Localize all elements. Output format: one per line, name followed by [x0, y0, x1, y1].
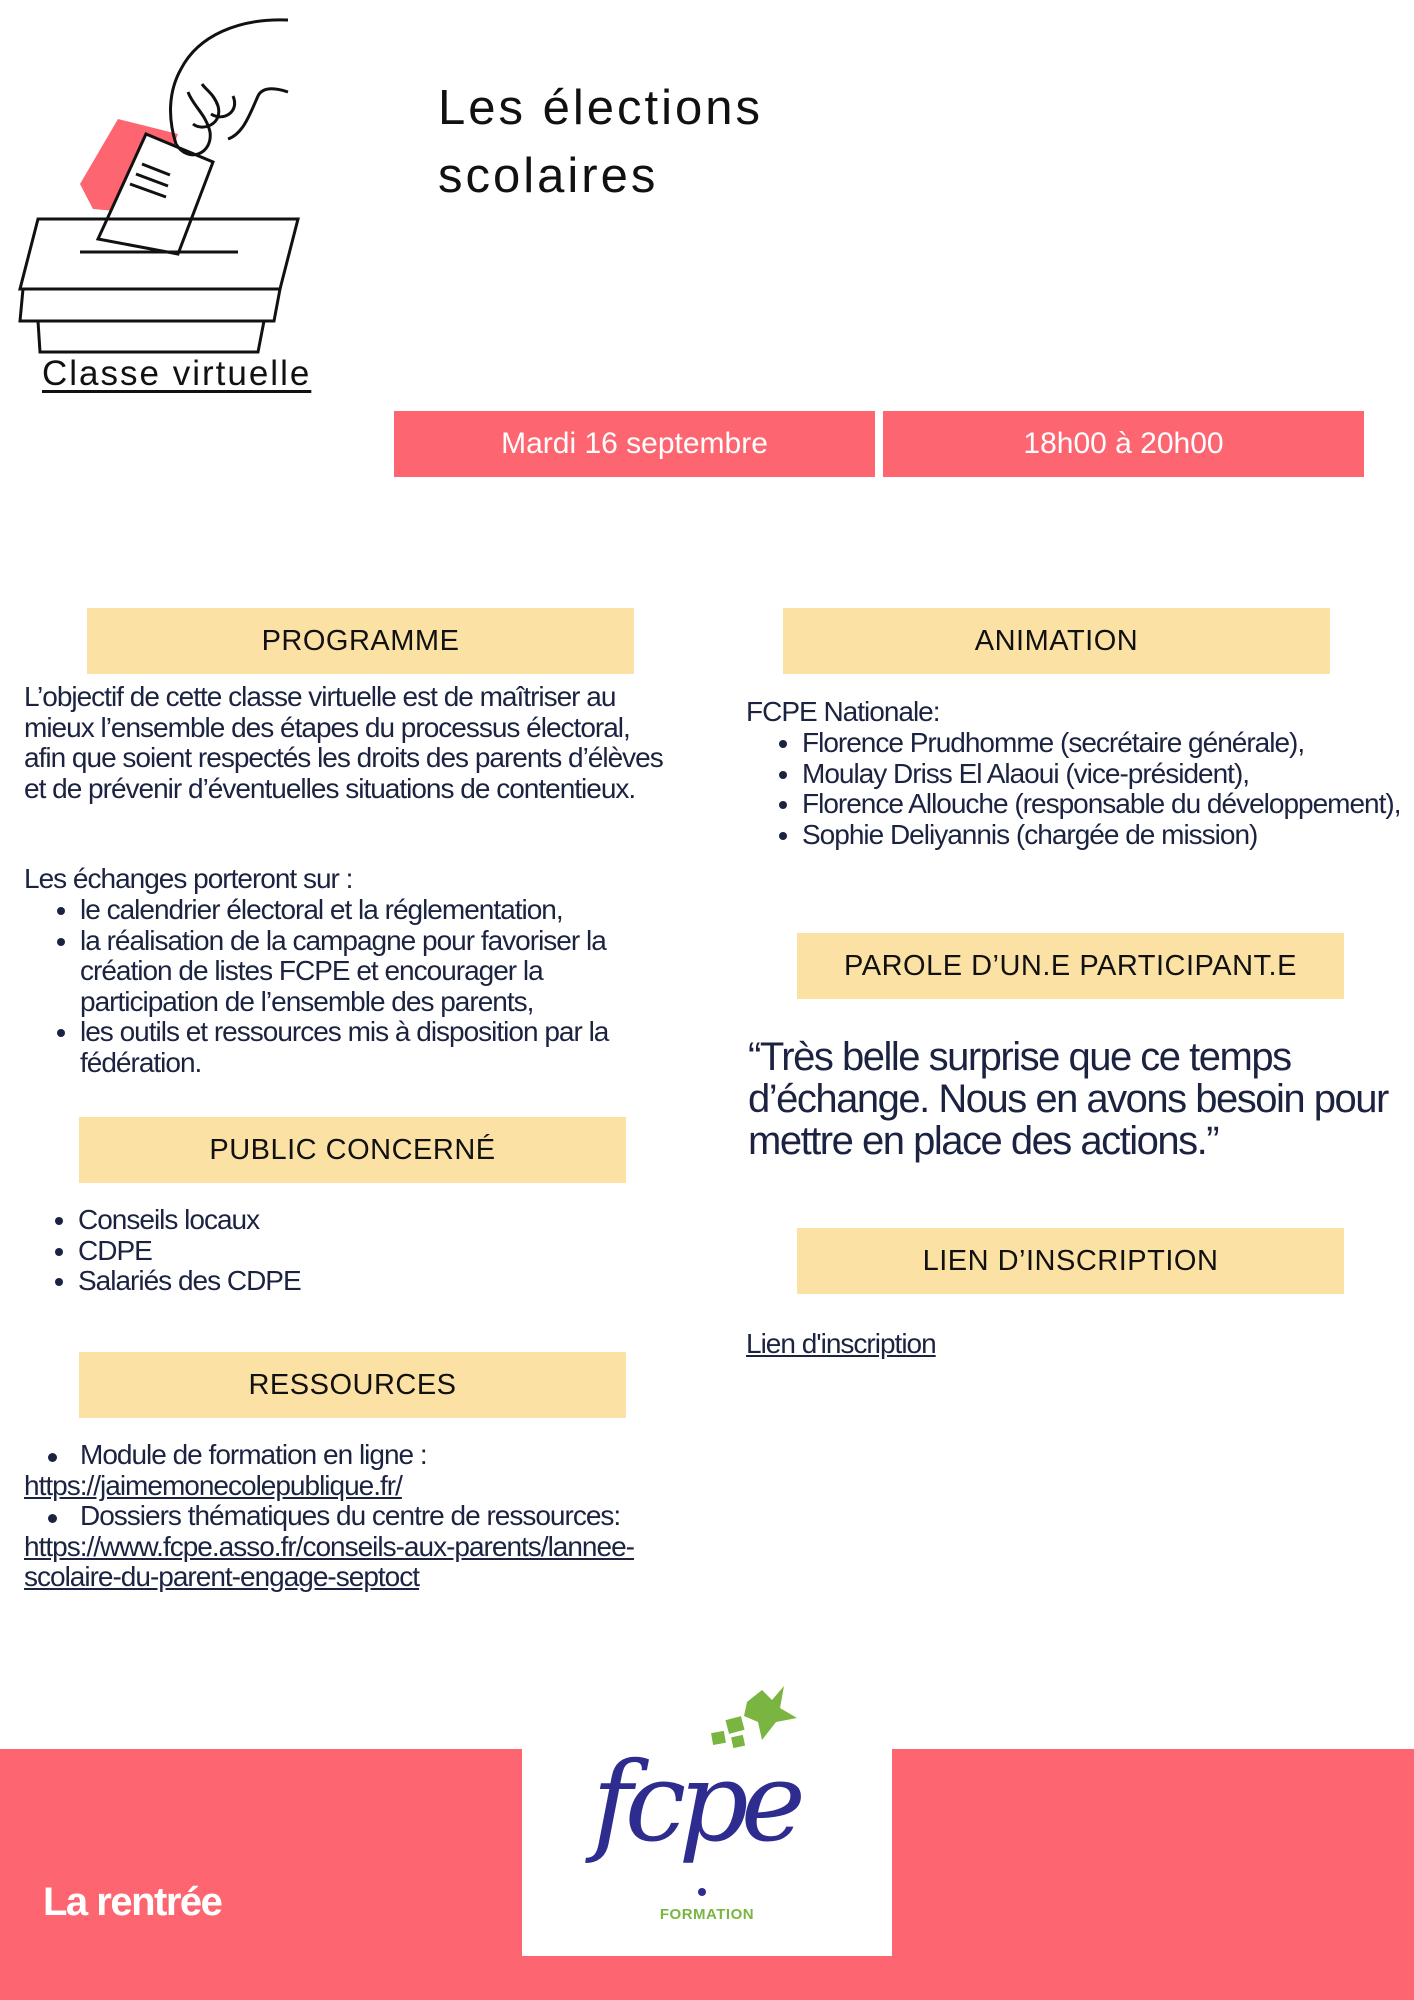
resource-link[interactable]: https://jaimemonecolepublique.fr/ — [24, 1469, 402, 1501]
parole-heading: PAROLE D’UN.E PARTICIPANT.E — [797, 933, 1344, 999]
title-line-1: Les élections — [438, 81, 764, 135]
list-item: • Moulay Driss El Alaoui (vice-président), — [802, 759, 1406, 790]
inscription-heading: LIEN D’INSCRIPTION — [797, 1228, 1344, 1294]
resource-label: Module de formation en ligne : — [24, 1440, 714, 1471]
list-item — [24, 1440, 714, 1501]
time-badge: 18h00 à 20h00 — [883, 411, 1364, 477]
list-item: • Sophie Deliyannis (chargée de mission) — [802, 820, 1406, 851]
logo-caption: FORMATION — [659, 1906, 755, 1923]
list-item — [24, 1501, 714, 1593]
title-line-2: scolaires — [438, 149, 659, 203]
list-item: • le calendrier électoral et la réglementation, — [80, 895, 664, 926]
ressources-heading: RESSOURCES — [79, 1352, 626, 1418]
list-item: • Florence Prudhomme (secrétaire générale), — [802, 728, 1406, 759]
public-list — [22, 1205, 622, 1297]
animation-list — [746, 728, 1406, 850]
list-item: • les outils et ressources mis à disposition par la fédération. — [80, 1017, 664, 1078]
programme-heading: PROGRAMME — [87, 608, 634, 674]
ballot-box-icon — [18, 14, 308, 359]
programme-list — [24, 895, 664, 1078]
date-badge: Mardi 16 septembre — [394, 411, 875, 477]
logo-wordmark: fcpe — [592, 1738, 798, 1866]
fcpe-logo — [522, 1680, 892, 1956]
public-heading: PUBLIC CONCERNÉ — [79, 1117, 626, 1183]
testimonial-quote: “Très belle surprise que ce temps d’échange. Nous en avons besoin pour mettre en place des actions.” — [748, 1035, 1388, 1163]
animation-lead: FCPE Nationale: — [746, 696, 940, 727]
programme-lead: Les échanges porteront sur : — [24, 863, 353, 894]
resource-label: Dossiers thématiques du centre de ressources: — [24, 1501, 714, 1532]
list-item: • Conseils locaux — [78, 1205, 622, 1236]
page-title — [438, 74, 763, 210]
resource-link[interactable]: https://www.fcpe.asso.fr/conseils-aux-parents/lannee-scolaire-du-parent-engage-septoct — [24, 1530, 634, 1592]
list-item: • CDPE — [78, 1236, 622, 1267]
subtitle: Classe virtuelle — [42, 354, 312, 393]
list-item: • Salariés des CDPE — [78, 1266, 622, 1297]
list-item: • Florence Allouche (responsable du développement), — [802, 789, 1406, 820]
programme-intro: L’objectif de cette classe virtuelle est de maîtriser au mieux l’ensemble des étapes du processus électoral, afin que soient respectés les droits des parents d’élèves et de prévenir d’éventuelles situations de contentieux. — [24, 681, 663, 804]
registration-link[interactable]: Lien d'inscription — [746, 1328, 936, 1359]
footer-text: La rentrée — [43, 1880, 222, 1924]
list-item: • la réalisation de la campagne pour favoriser la création de listes FCPE et encourager la participation de l’ensemble des parents, — [80, 926, 664, 1018]
ressources-list — [24, 1440, 714, 1593]
animation-heading: ANIMATION — [783, 608, 1330, 674]
